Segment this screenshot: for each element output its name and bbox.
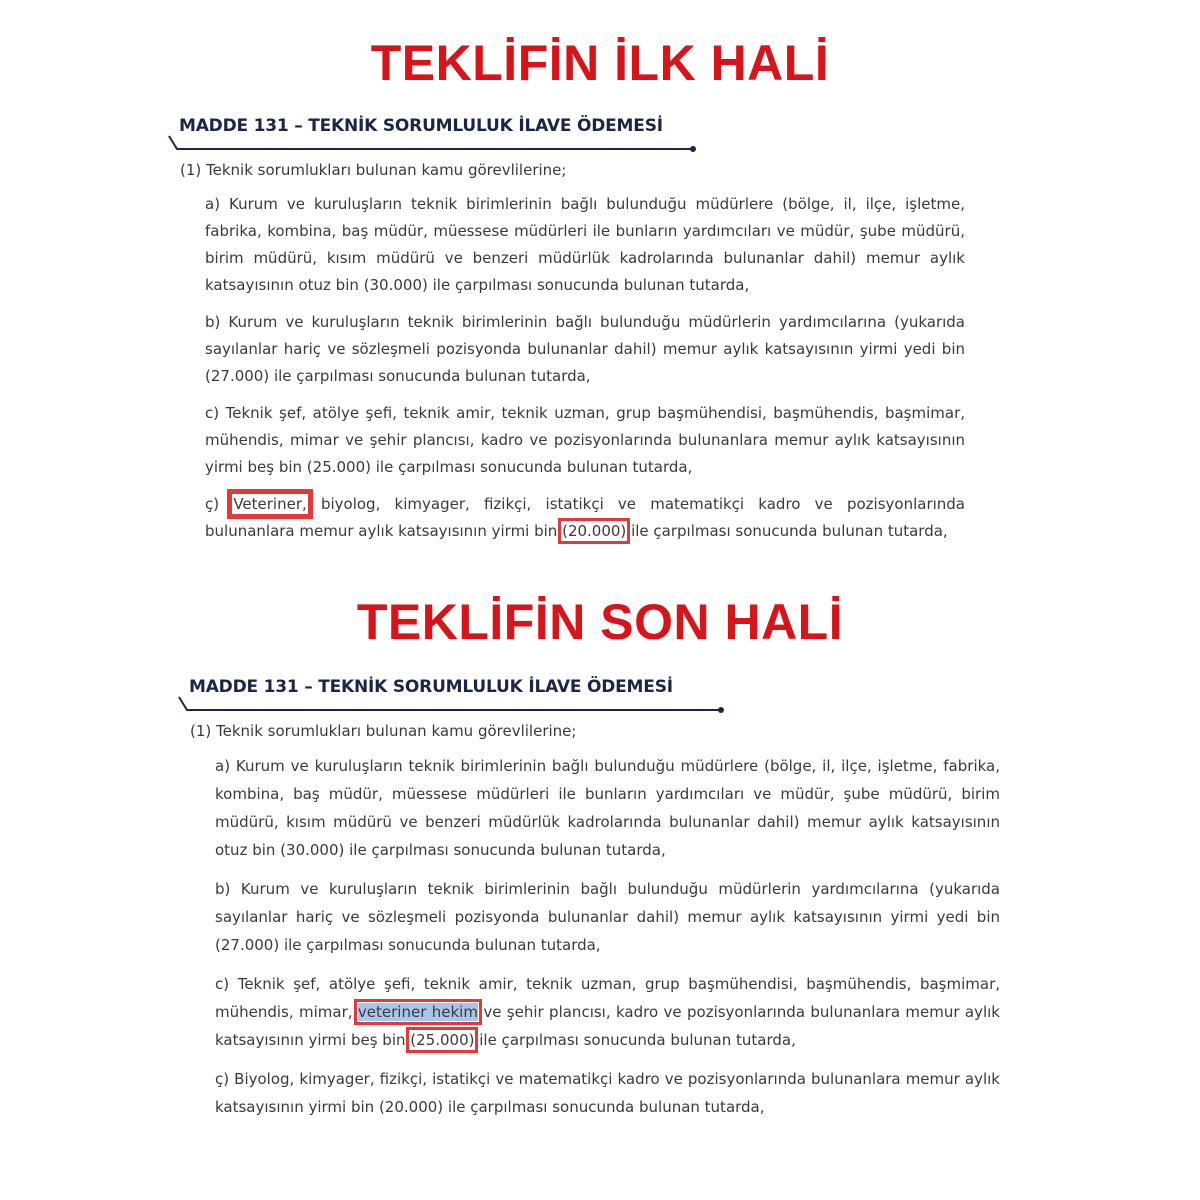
clause-cc-prefix: ç) <box>205 495 234 513</box>
highlight-box-amount-25000: (25.000) <box>410 1031 475 1049</box>
clause-cc <box>205 491 965 545</box>
clause-b: b) Kurum ve kuruluşların teknik birimlerinin bağlı bulunduğu müdürlerin yardımcılarına (yukarıda sayılanlar hariç ve sözleşmeli pozisyonda bulunanlar dahil) memur aylık katsayısının yirmi yedi bin (27.000) ile çarpılması sonucunda bulunan tutarda, <box>215 880 1000 954</box>
article-intro: (1) Teknik sorumlukları bulunan kamu görevlilerine; <box>180 161 567 179</box>
article-intro: (1) Teknik sorumlukları bulunan kamu görevlilerine; <box>190 722 577 740</box>
clause-b: b) Kurum ve kuruluşların teknik birimlerinin bağlı bulunduğu müdürlerin yardımcılarına (yukarıda sayılanlar hariç ve sözleşmeli pozisyonda bulunanlar dahil) memur aylık katsayısının yirmi yedi bin (27.000) ile çarpılması sonucunda bulunan tutarda, <box>205 313 965 385</box>
clause-a: a) Kurum ve kuruluşların teknik birimlerinin bağlı bulunduğu müdürlere (bölge, il, ilçe, işletme, fabrika, kombina, baş müdür, müessese müdürleri ile bunların yardımcıları ve müdür, şube müdürü, birim müdürü, kısım müdürü ve benzeri müdürlük kadrolarında bulunanlar dahil) memur aylık katsayısının otuz bin (30.000) ile çarpılması sonucunda bulunan tutarda, <box>215 757 1000 859</box>
headline-last-version: TEKLİFİN SON HALİ <box>356 594 844 650</box>
clause-c-mid: ve şehir plancısı, kadro ve pozisyonlarında bulunanlara memur aylık katsayısının yirmi beş bin <box>215 1003 1000 1049</box>
headline-first-version: TEKLİFİN İLK HALİ <box>370 35 830 91</box>
clause-c <box>215 970 1000 1054</box>
clause-cc: ç) Biyolog, kimyager, fizikçi, istatikçi ve matematikçi kadro ve pozisyonlarında bulunanlara memur aylık katsayısının yirmi bin (20.000) ile çarpılması sonucunda bulunan tutarda, <box>215 1070 1000 1116</box>
clause-cc-text: biyolog, kimyager, fizikçi, istatikçi ve matematikçi kadro ve pozisyonlarında bulunanlara memur aylık katsayısının yirmi bin <box>205 495 965 540</box>
clause-cc-end: ile çarpılması sonucunda bulunan tutarda, <box>626 522 948 540</box>
clause-c-text: c) Teknik şef, atölye şefi, teknik amir, teknik uzman, grup başmühendisi, başmühendis, başmimar, mühendis, mimar, <box>215 975 1000 1021</box>
clause-c-end: ile çarpılması sonucunda bulunan tutarda, <box>474 1031 796 1049</box>
clause-c: c) Teknik şef, atölye şefi, teknik amir, teknik uzman, grup başmühendisi, başmühendis, başmimar, mühendis, mimar ve şehir plancısı, kadro ve pozisyonlarında bulunanlara memur aylık katsayısının yirmi beş bin (25.000) ile çarpılması sonucunda bulunan tutarda, <box>205 404 965 476</box>
article-heading <box>165 112 965 154</box>
article-heading <box>175 673 1000 715</box>
clause-a: a) Kurum ve kuruluşların teknik birimlerinin bağlı bulunduğu müdürlere (bölge, il, ilçe, işletme, fabrika, kombina, baş müdür, müessese müdürleri ile bunların yardımcıları ve müdür, şube müdürü, birim müdürü, kısım müdürü ve benzeri müdürlük kadrolarında bulunanlar dahil) memur aylık katsayısının otuz bin (30.000) ile çarpılması sonucunda bulunan tutarda, <box>205 195 965 294</box>
document-first-version <box>165 112 965 555</box>
highlight-box-veteriner-hekim: veteriner hekim <box>357 1003 478 1021</box>
highlight-box-veteriner: Veteriner, <box>233 495 307 513</box>
article-title: MADDE 131 – TEKNİK SORUMLULUK İLAVE ÖDEMESİ <box>189 677 673 697</box>
highlight-box-amount-20000: (20.000) <box>562 522 627 540</box>
document-last-version <box>175 673 1000 1132</box>
article-title: MADDE 131 – TEKNİK SORUMLULUK İLAVE ÖDEMESİ <box>179 116 663 136</box>
